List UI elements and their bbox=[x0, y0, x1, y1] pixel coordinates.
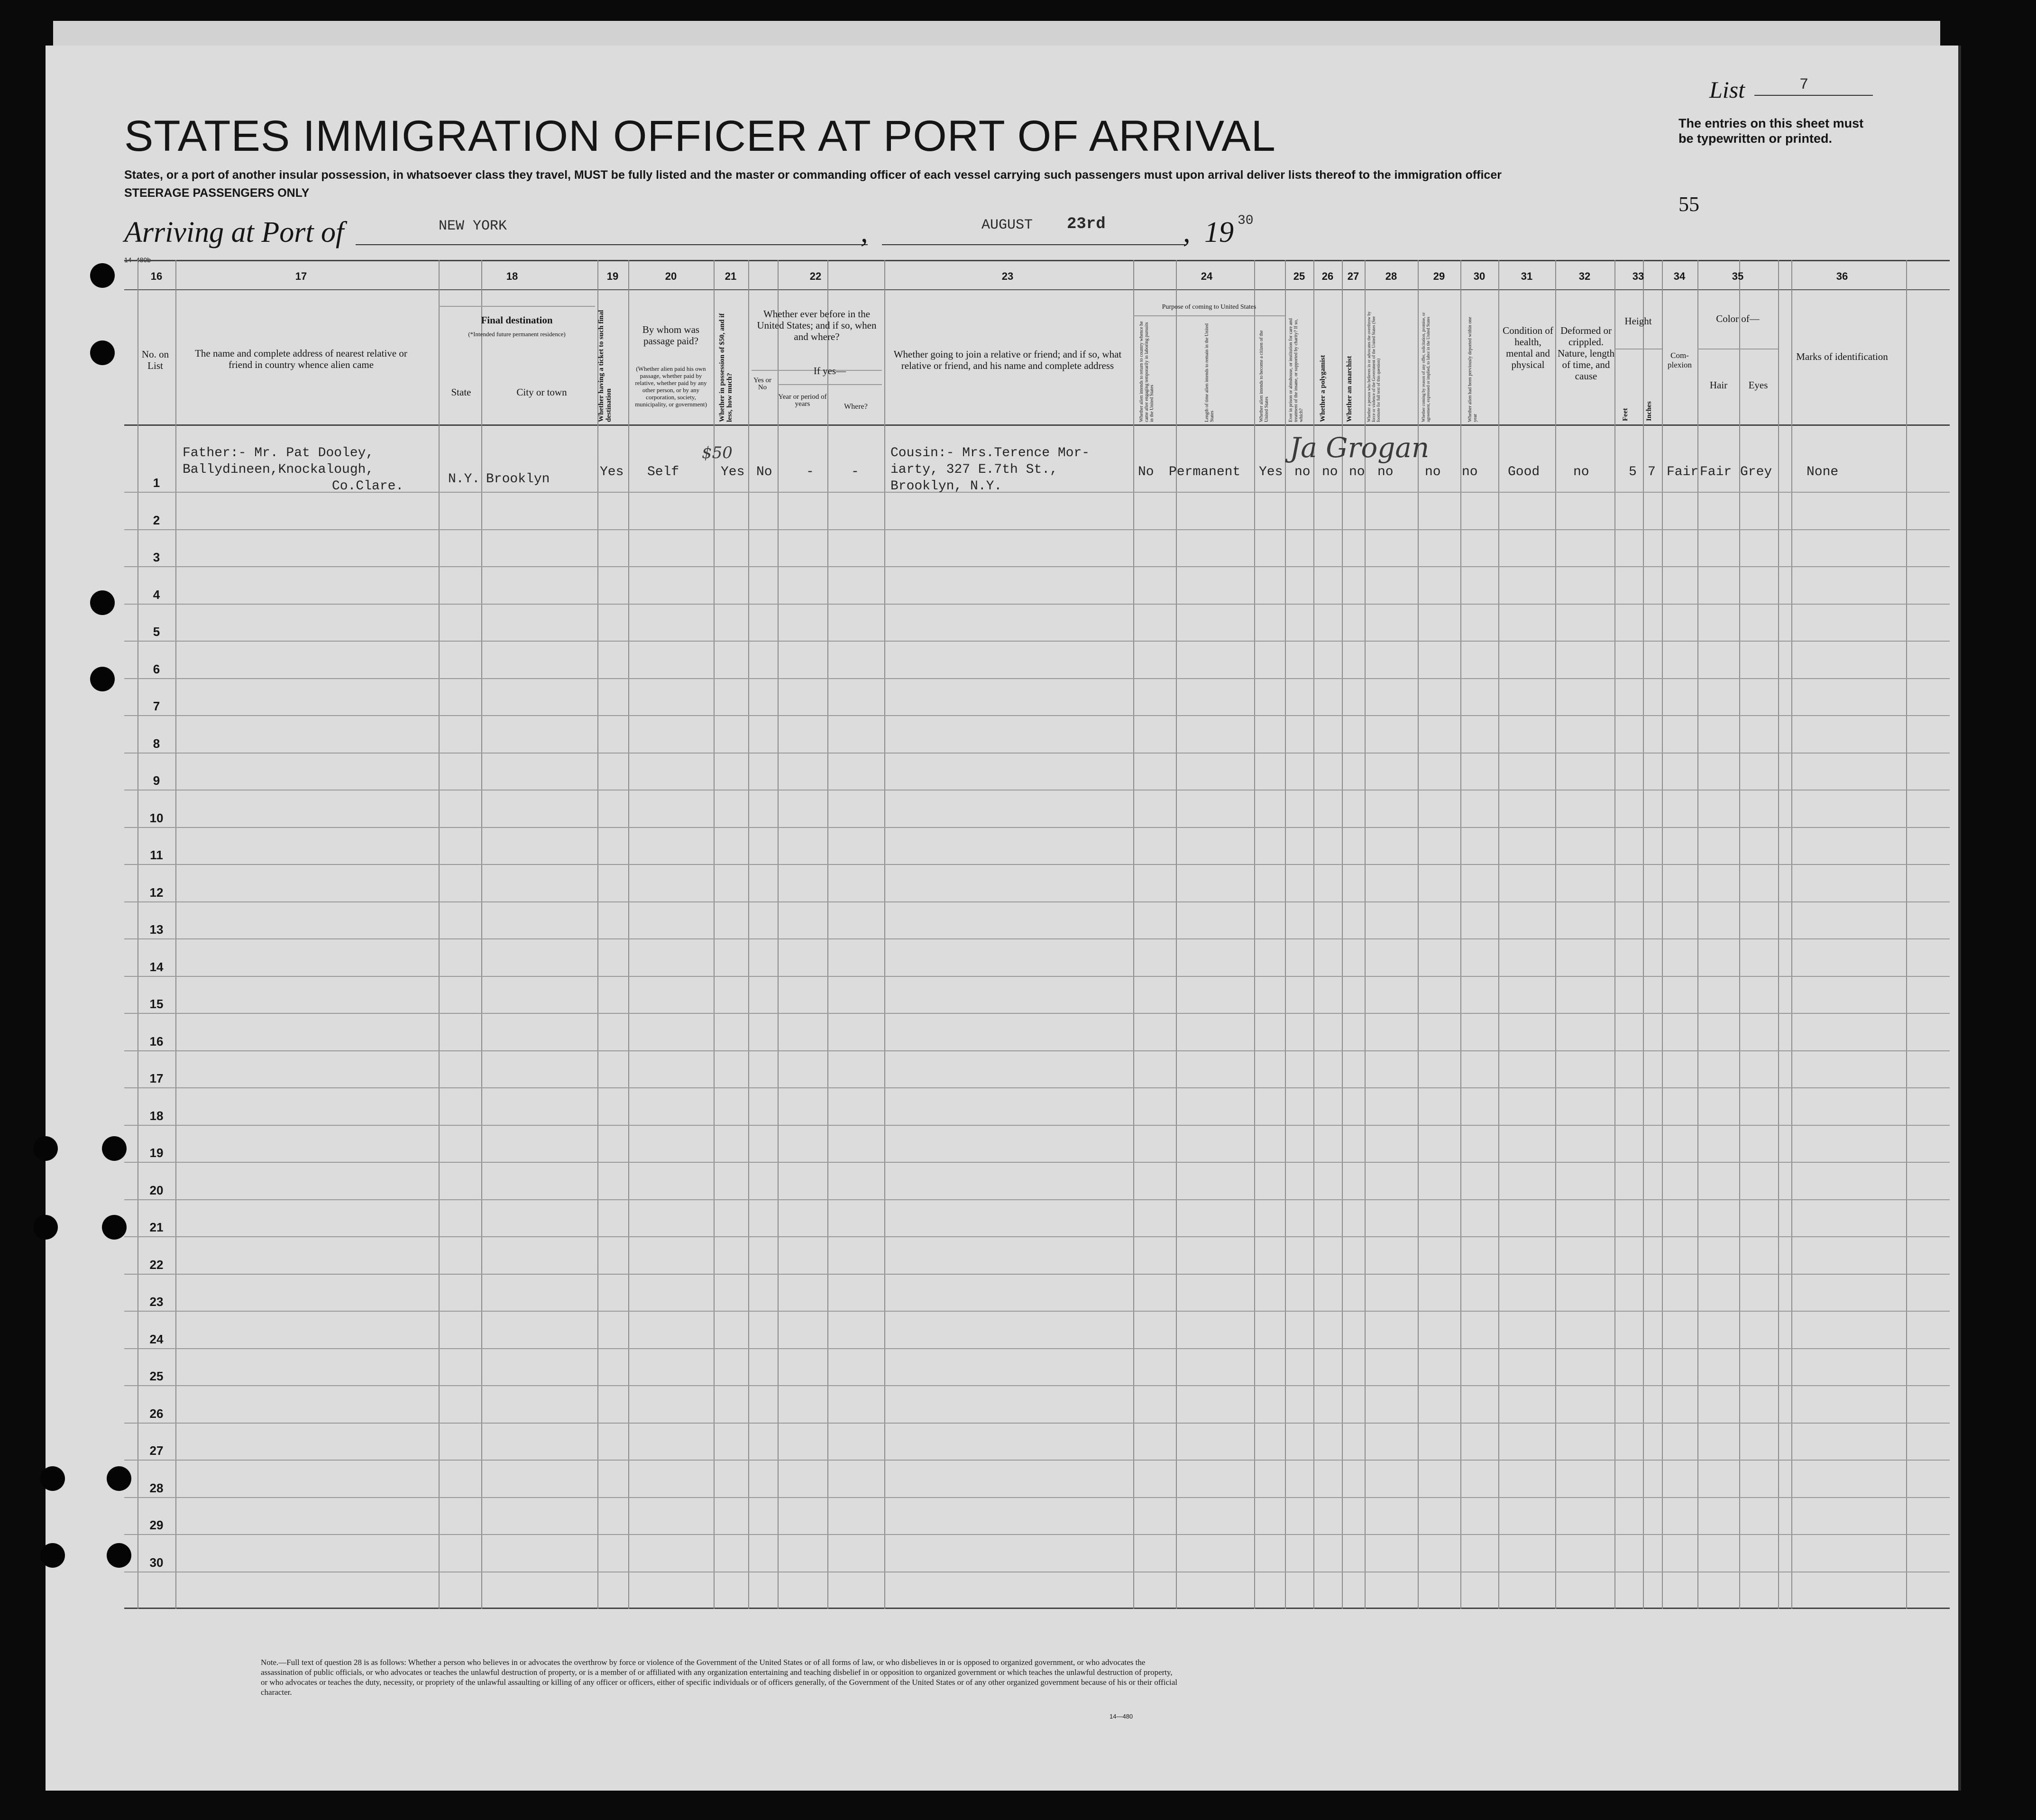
row-number: 27 bbox=[149, 1443, 164, 1458]
entry-city: Brooklyn bbox=[486, 472, 550, 487]
subheader-rule bbox=[439, 306, 595, 307]
column-number: 31 bbox=[1521, 270, 1533, 282]
row-rule bbox=[124, 790, 1950, 791]
row-rule bbox=[124, 1236, 1950, 1237]
header-purpose: Purpose of coming to United States bbox=[1162, 303, 1256, 311]
row-rule bbox=[124, 1348, 1950, 1349]
subheader-rule bbox=[1133, 315, 1285, 316]
entry-relative-line-1: Father:- Mr. Pat Dooley, bbox=[183, 446, 374, 460]
column-number: 25 bbox=[1293, 270, 1305, 282]
page-title: STATES IMMIGRATION OFFICER AT PORT OF ARRIVAL bbox=[124, 112, 1276, 160]
binder-hole bbox=[33, 1136, 58, 1161]
header-final-destination: Final destination bbox=[481, 314, 553, 326]
row-number: 15 bbox=[149, 997, 164, 1011]
column-number: 22 bbox=[809, 270, 822, 282]
row-number: 4 bbox=[153, 587, 160, 602]
column-rule bbox=[1555, 260, 1556, 1609]
header-possession-50: Whether in possession of $50, and if less, how much? bbox=[718, 313, 734, 422]
row-rule bbox=[124, 864, 1950, 865]
entry-anarchist: no bbox=[1349, 465, 1365, 479]
entries-note-2: be typewritten or printed. bbox=[1678, 131, 1833, 146]
row-number: 24 bbox=[149, 1332, 164, 1346]
column-rule bbox=[1906, 260, 1907, 1609]
row-number: 6 bbox=[153, 662, 160, 676]
header-prison: Ever in prison or almshouse, or institution for care and treatment of the insane, or supported by charity? If so, which? bbox=[1288, 318, 1304, 422]
row-number: 11 bbox=[150, 848, 163, 862]
header-nearest-relative: The name and complete address of nearest relative or friend in country whence alien came bbox=[195, 348, 407, 370]
entry-marks: None bbox=[1807, 465, 1839, 479]
header-hair: Hair bbox=[1709, 379, 1728, 391]
header-ticket: Whether having a ticket to such final destination bbox=[597, 310, 613, 422]
binder-hole bbox=[107, 1543, 131, 1568]
arriving-label: Arriving at Port of bbox=[124, 216, 344, 248]
header-purpose-length: Length of time alien intends to remain in the United States bbox=[1204, 323, 1215, 422]
header-paid-by-sub: (Whether alien paid his own passage, whether paid by relative, whether paid by any other person, or by any corporation, society, municipality, or government) bbox=[635, 365, 707, 408]
column-rule bbox=[827, 260, 828, 1609]
binder-hole bbox=[90, 340, 115, 365]
row-number: 9 bbox=[153, 773, 160, 788]
header-height: Height bbox=[1624, 315, 1652, 327]
column-rule bbox=[1176, 260, 1177, 1609]
row-rule bbox=[124, 715, 1950, 716]
row-rule bbox=[124, 753, 1950, 754]
entry-citizen: Yes bbox=[1259, 465, 1283, 479]
header-complexion: Com-plexion bbox=[1668, 351, 1692, 369]
row-number: 26 bbox=[149, 1406, 164, 1421]
column-rule bbox=[778, 260, 779, 1609]
header-color-of: Color of— bbox=[1716, 313, 1760, 324]
list-label: List bbox=[1709, 76, 1745, 103]
row-rule bbox=[124, 604, 1950, 605]
row-rule bbox=[124, 566, 1950, 567]
entry-complexion: Fair bbox=[1667, 465, 1699, 479]
column-rule bbox=[1697, 260, 1698, 1609]
entry-join-line-3: Brooklyn, N.Y. bbox=[890, 479, 1002, 494]
comma-1: , bbox=[861, 216, 868, 248]
column-number: 27 bbox=[1347, 270, 1359, 282]
row-rule bbox=[124, 641, 1950, 642]
list-underline bbox=[1754, 95, 1873, 96]
row-number: 2 bbox=[153, 513, 160, 527]
colnum-rule bbox=[124, 289, 1950, 290]
header-purpose-citizen: Whether alien intends to become a citizen of the United States bbox=[1259, 330, 1269, 422]
row-number: 14 bbox=[149, 959, 164, 974]
header-deformed: Deformed or crippled. Nature, length of time, and cause bbox=[1557, 325, 1615, 382]
header-purpose-return: Whether alien intends to return to country whence he came after engaging temporarily in laboring pursuits in the United States bbox=[1139, 321, 1155, 422]
column-rule bbox=[1662, 260, 1663, 1609]
header-state: State bbox=[451, 386, 471, 398]
column-number: 17 bbox=[295, 270, 307, 282]
steerage-label: STEERAGE PASSENGERS ONLY bbox=[124, 186, 310, 200]
row-number: 20 bbox=[149, 1183, 164, 1197]
entry-feet: 5 bbox=[1629, 465, 1637, 479]
subheader-rule bbox=[778, 384, 882, 385]
row-rule bbox=[124, 1385, 1950, 1386]
row-number: 5 bbox=[153, 625, 160, 639]
column-rule bbox=[1614, 260, 1615, 1609]
header-before-us: Whether ever before in the United States; and if so, when and where? bbox=[757, 308, 877, 342]
row-number: 21 bbox=[149, 1220, 164, 1234]
binder-hole bbox=[90, 667, 115, 691]
binder-hole bbox=[40, 1466, 65, 1491]
column-rule bbox=[1133, 260, 1134, 1609]
row-rule bbox=[124, 1460, 1950, 1461]
port-underline bbox=[356, 244, 868, 245]
year-prefix: 19 bbox=[1204, 216, 1234, 248]
entry-deported: no bbox=[1462, 465, 1478, 479]
row-number: 23 bbox=[149, 1295, 164, 1309]
row-rule bbox=[124, 1497, 1950, 1498]
column-rule bbox=[1285, 260, 1286, 1609]
header-inches: Inches bbox=[1645, 401, 1653, 421]
binder-hole bbox=[40, 1543, 65, 1568]
header-polygamist: Whether a polygamist bbox=[1319, 355, 1327, 422]
column-rule bbox=[1791, 260, 1792, 1609]
column-number: 36 bbox=[1836, 270, 1848, 282]
row-number: 25 bbox=[149, 1369, 164, 1383]
header-paid-by: By whom was passage paid? bbox=[642, 324, 700, 347]
column-number: 26 bbox=[1321, 270, 1334, 282]
column-rule bbox=[748, 260, 749, 1609]
column-number: 19 bbox=[606, 270, 619, 282]
page-number: 55 bbox=[1678, 193, 1699, 216]
header-feet: Feet bbox=[1622, 408, 1629, 421]
header-join-relative: Whether going to join a relative or friend; and if so, what relative or friend, and his name and complete address bbox=[893, 349, 1122, 371]
footer-form-number: 14—480 bbox=[1110, 1713, 1133, 1720]
year-suffix: 30 bbox=[1238, 213, 1254, 228]
comma-2: , bbox=[1183, 216, 1191, 248]
row-number: 18 bbox=[149, 1108, 164, 1123]
entry-year: - bbox=[806, 465, 814, 479]
list-number: 7 bbox=[1799, 76, 1809, 93]
column-number: 20 bbox=[665, 270, 677, 282]
binder-hole bbox=[33, 1215, 58, 1240]
entry-annotation: Ja Grogan bbox=[1290, 432, 1430, 464]
row-number: 7 bbox=[153, 699, 160, 713]
column-number: 21 bbox=[725, 270, 737, 282]
column-rule bbox=[628, 260, 629, 1609]
day-value: 23rd bbox=[1067, 215, 1106, 233]
binder-hole bbox=[90, 590, 115, 615]
footer-note: Note.—Full text of question 28 is as follows: Whether a person who believes in or advocates the overthrow by force or violence of the Government of the United States or of all forms of law, or who disbelieves in or is opposed to organized government, or who advocates the assassination of public officials, or who advocates or teaches the unlawful destruction of property, or is a member of or affiliated with any organization entertaining and teaching disbelief in or opposition to organized government or which teaches the unlawful destruction of property, or who advocates or teaches the duty, necessity, or propriety of the unlawful assaulting or killing of any officer or officers, either of specific individuals or of officers generally, of the Government of the United States or of any other organized government because of his or their official character. bbox=[261, 1658, 1177, 1697]
column-number: 24 bbox=[1201, 270, 1213, 282]
entry-polygamist: no bbox=[1322, 465, 1338, 479]
entry-money: Yes bbox=[721, 465, 745, 479]
entries-note-1: The entries on this sheet must bbox=[1678, 116, 1864, 130]
column-rule bbox=[884, 260, 885, 1609]
header-marks: Marks of identification bbox=[1796, 351, 1888, 362]
column-rule bbox=[1254, 260, 1255, 1609]
column-number: 35 bbox=[1732, 270, 1744, 282]
row-rule bbox=[124, 1199, 1950, 1200]
header-where: Where? bbox=[844, 403, 868, 411]
header-yes-no: Yes or No bbox=[753, 377, 772, 391]
header-city: City or town bbox=[516, 386, 567, 398]
row-rule bbox=[124, 1013, 1950, 1014]
date-underline bbox=[882, 244, 1185, 245]
row-rule bbox=[124, 1274, 1950, 1275]
header-labor-offer: Whether coming by reason of any offer, solicitation, promise, or agreement, expressed or implied, to labor in the United States bbox=[1421, 312, 1431, 422]
row-number: 30 bbox=[149, 1555, 164, 1570]
row-rule bbox=[124, 901, 1950, 902]
entry-length: Permanent bbox=[1169, 465, 1241, 479]
column-rule bbox=[1778, 260, 1779, 1609]
row-rule bbox=[124, 678, 1950, 679]
row-number: 3 bbox=[153, 550, 160, 564]
header-year: Year or period of years bbox=[778, 393, 827, 408]
port-value: NEW YORK bbox=[439, 218, 507, 234]
row-number: 22 bbox=[149, 1257, 164, 1272]
column-number: 32 bbox=[1578, 270, 1591, 282]
entry-deformed: no bbox=[1573, 465, 1589, 479]
manifest-sheet bbox=[46, 46, 1961, 1791]
entry-money-note: $50 bbox=[702, 443, 733, 462]
header-anarchist: Whether an anarchist bbox=[1346, 356, 1353, 422]
column-rule bbox=[175, 260, 176, 1609]
column-rule bbox=[1643, 260, 1644, 1609]
row-rule bbox=[124, 976, 1950, 977]
row-number: 19 bbox=[149, 1146, 164, 1160]
entry-where: - bbox=[851, 465, 859, 479]
entry-inches: 7 bbox=[1648, 465, 1656, 479]
column-number: 33 bbox=[1632, 270, 1644, 282]
entry-overthrow: no bbox=[1377, 465, 1394, 479]
header-health: Condition of health, mental and physical bbox=[1503, 325, 1553, 370]
entry-prison: no bbox=[1294, 465, 1311, 479]
row-rule bbox=[124, 1050, 1950, 1051]
row-rule bbox=[124, 938, 1950, 939]
row-number: 29 bbox=[149, 1518, 164, 1532]
row-rule bbox=[124, 1087, 1950, 1088]
entry-state: N.Y. bbox=[448, 472, 480, 487]
entry-eyes: Grey bbox=[1740, 465, 1772, 479]
row-number: 28 bbox=[149, 1480, 164, 1495]
row-number: 13 bbox=[149, 922, 164, 937]
binder-hole bbox=[107, 1466, 131, 1491]
column-rule bbox=[597, 260, 598, 1609]
entry-labor: no bbox=[1425, 465, 1441, 479]
entry-relative-line-2: Ballydineen,Knockalough, bbox=[183, 462, 374, 477]
row-rule bbox=[124, 827, 1950, 828]
binder-hole bbox=[90, 263, 115, 288]
column-number: 18 bbox=[506, 270, 518, 282]
entry-return: No bbox=[1138, 465, 1154, 479]
column-number: 29 bbox=[1433, 270, 1445, 282]
row-number: 10 bbox=[149, 810, 164, 825]
entry-ticket: Yes bbox=[600, 465, 624, 479]
column-rule bbox=[1739, 260, 1740, 1609]
row-rule bbox=[124, 1162, 1950, 1163]
header-no-on-list: No. on List bbox=[141, 349, 169, 371]
column-number: 28 bbox=[1385, 270, 1397, 282]
row-number: 8 bbox=[153, 736, 160, 751]
row-number: 17 bbox=[149, 1071, 164, 1085]
entry-health: Good bbox=[1508, 465, 1540, 479]
row-rule bbox=[124, 1423, 1950, 1424]
entry-before-us: No bbox=[756, 465, 772, 479]
entry-paid-by: Self bbox=[647, 465, 679, 479]
instruction-line: States, or a port of another insular possession, in whatsoever class they travel, MUST be fully listed and the master or commanding officer of each vessel carrying such passengers must upon arrival deliver lists thereof to the immigration officer bbox=[124, 168, 1502, 182]
row-rule bbox=[124, 1534, 1950, 1535]
row-rule bbox=[124, 1125, 1950, 1126]
entry-join-line-2: iarty, 327 E.7th St., bbox=[890, 462, 1058, 477]
month-value: AUGUST bbox=[981, 217, 1033, 233]
column-number: 30 bbox=[1473, 270, 1486, 282]
header-deported: Whether alien had been previously deported within one year bbox=[1467, 317, 1478, 422]
row-rule bbox=[124, 529, 1950, 530]
entry-hair: Fair bbox=[1700, 465, 1732, 479]
binder-hole bbox=[102, 1136, 127, 1161]
row-number: 16 bbox=[149, 1034, 164, 1048]
table-bottom-rule bbox=[124, 1608, 1950, 1609]
header-eyes: Eyes bbox=[1748, 379, 1768, 391]
column-rule bbox=[481, 260, 482, 1609]
column-rule bbox=[439, 260, 440, 1609]
column-rule bbox=[1460, 260, 1461, 1609]
row-number: 1 bbox=[153, 476, 160, 490]
header-bottom-rule bbox=[124, 424, 1950, 426]
column-number: 34 bbox=[1673, 270, 1686, 282]
column-number: 16 bbox=[150, 270, 163, 282]
header-overthrow: Whether a person who believes in or advocates the overthrow by force or violence of the Government of the United States (See footnote for full text of this question) bbox=[1367, 311, 1381, 422]
column-rule bbox=[1498, 260, 1499, 1609]
table-top-rule bbox=[124, 260, 1950, 261]
header-final-destination-sub: (*Intended future permanent residence) bbox=[468, 331, 566, 338]
header-if-yes: If yes— bbox=[813, 365, 846, 377]
row-rule bbox=[124, 1311, 1950, 1312]
row-number: 12 bbox=[149, 885, 164, 900]
entry-join-line-1: Cousin:- Mrs.Terence Mor- bbox=[890, 446, 1090, 460]
entry-relative-line-3: Co.Clare. bbox=[332, 479, 404, 494]
column-number: 23 bbox=[1001, 270, 1014, 282]
binder-hole bbox=[102, 1215, 127, 1240]
